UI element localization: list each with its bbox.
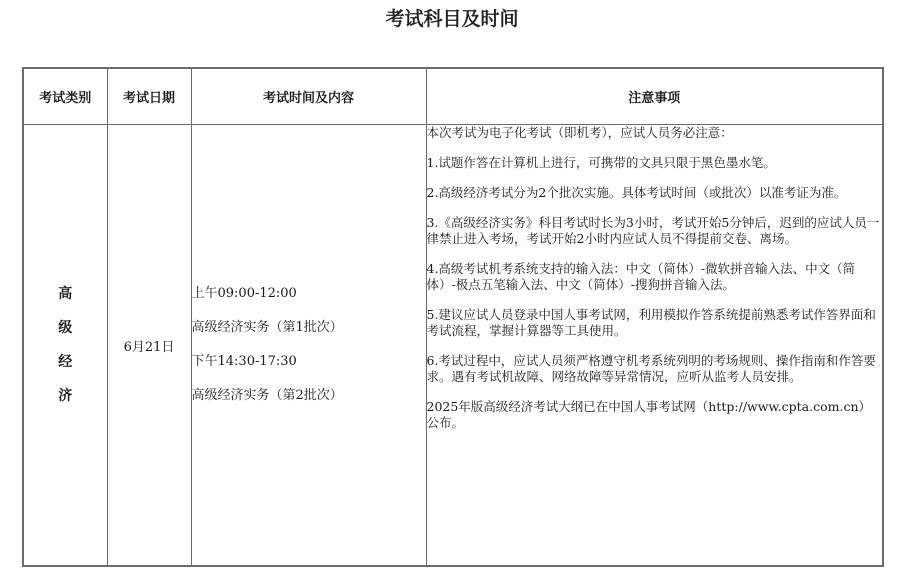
exam-notes-cell	[426, 125, 883, 567]
category-char: 济	[58, 388, 73, 404]
header-category: 考试类别	[23, 68, 107, 125]
morning-subject: 高级经济实务（第1批次）	[191, 320, 343, 335]
category-char: 高	[58, 286, 73, 302]
table-row	[23, 125, 883, 567]
exam-date-cell	[107, 125, 191, 567]
page-title: 考试科目及时间	[385, 8, 519, 30]
note-item-3: 3.《高级经济实务》科目考试时长为3小时，考试开始5分钟后，迟到的应试人员一律禁止进入考场，考试开始2小时内应试人员不得提前交卷、离场。	[426, 215, 880, 246]
note-syllabus: 2025年版高级经济考试大纲已在中国人事考试网（http://www.cpta.com.cn）公布。	[426, 399, 871, 430]
header-date: 考试日期	[107, 68, 191, 125]
afternoon-subject: 高级经济实务（第2批次）	[191, 388, 343, 403]
header-notes: 注意事项	[426, 68, 883, 125]
exam-date: 6月21日	[123, 339, 175, 355]
category-char: 经	[58, 354, 73, 370]
note-item-6: 6.考试过程中，应试人员须严格遵守机考系统列明的考场规则、操作指南和作答要求。遇有考试机故障、网络故障等异常情况，应听从监考人员安排。	[426, 353, 876, 384]
note-item-1: 1.试题作答在计算机上进行，可携带的文具只限于黑色墨水笔。	[426, 155, 776, 170]
exam-schedule-table	[22, 67, 884, 567]
exam-time-cell	[191, 125, 426, 567]
header-time-content: 考试时间及内容	[191, 68, 426, 125]
note-intro: 本次考试为电子化考试（即机考），应试人员务必注意：	[426, 125, 733, 140]
note-item-2: 2.高级经济考试分为2个批次实施。具体考试时间（或批次）以准考证为准。	[426, 185, 847, 200]
note-item-5: 5.建议应试人员登录中国人事考试网，利用模拟作答系统提前熟悉考试作答界面和考试流程，掌握计算器等工具使用。	[426, 307, 876, 338]
morning-time: 上午09:00-12:00	[191, 286, 297, 301]
category-char: 级	[58, 320, 73, 336]
afternoon-time: 下午14:30-17:30	[191, 354, 297, 369]
table-header-row	[23, 68, 883, 125]
exam-category-cell	[23, 125, 107, 567]
note-item-4: 4.高级考试机考系统支持的输入法：中文（简体）-微软拼音输入法、中文（简体）-极点五笔输入法、中文（简体）-搜狗拼音输入法。	[426, 261, 856, 292]
